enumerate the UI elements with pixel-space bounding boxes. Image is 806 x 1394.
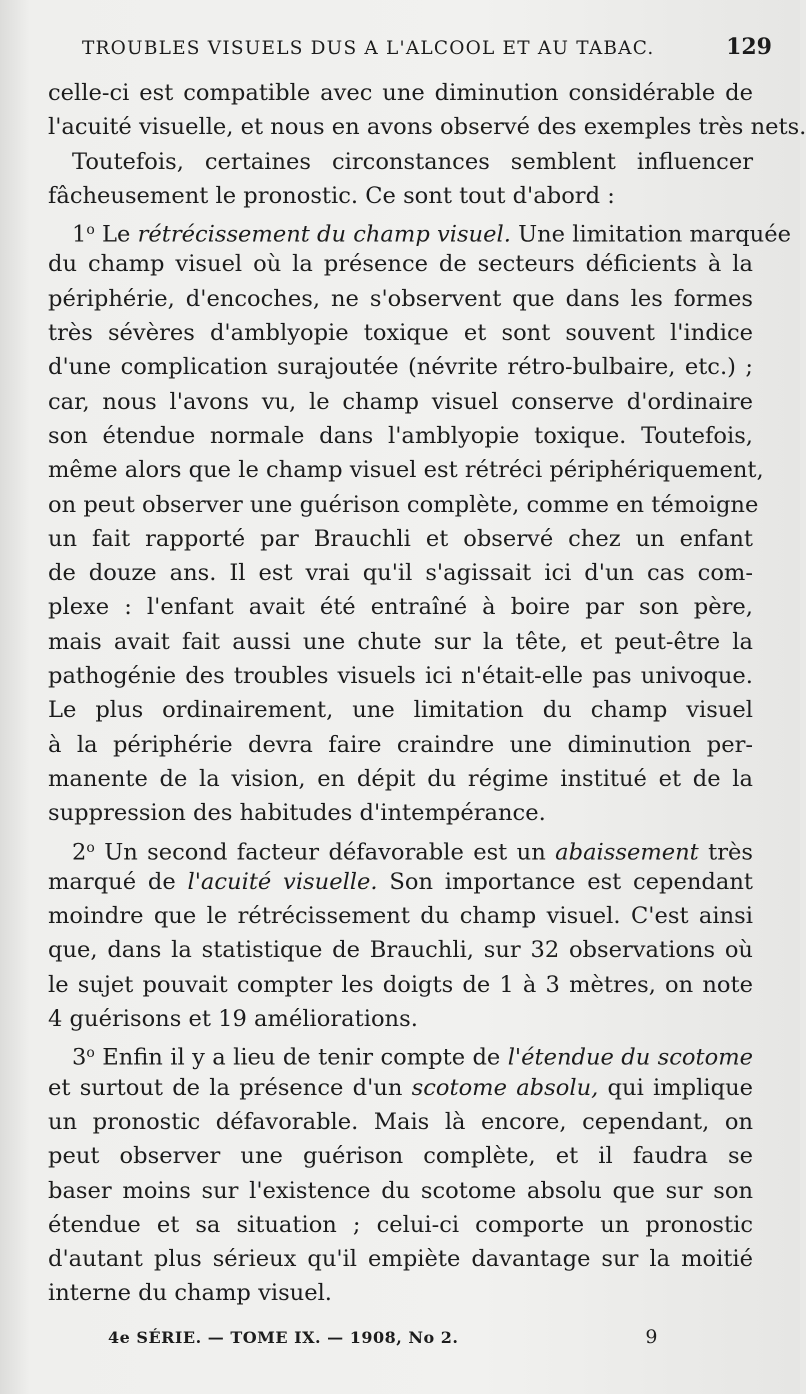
italic-text: scotome absolu,: [411, 1074, 599, 1101]
text-line: [48, 1071, 753, 1105]
text-segment: le sujet pouvait compter les doigts de 1 à 3 mètres, on note: [48, 971, 753, 998]
text-segment: Le plus ordinairement, une limitation du champ visuel: [48, 697, 753, 724]
text-segment: étendue et sa situation ; celui-ci comporte un pronostic: [48, 1211, 753, 1238]
text-segment: Le: [94, 221, 138, 248]
text-line: [48, 145, 753, 179]
text-line: [48, 1002, 753, 1036]
text-line: [48, 693, 753, 727]
ordinal-superscript: o: [86, 1045, 95, 1062]
text-segment: Une limitation marquée: [510, 221, 791, 248]
text-line: [48, 522, 753, 556]
text-segment: son étendue normale dans l'amblyopie toxique. Toutefois,: [48, 422, 753, 449]
signature-mark: 9: [645, 1326, 658, 1348]
text-segment: pathogénie des troubles visuels ici n'était-elle pas univoque.: [48, 663, 753, 690]
text-segment: Son importance est cependant: [377, 868, 754, 895]
text-line: [48, 1208, 753, 1242]
text-segment: mais avait fait aussi une chute sur la tête, et peut-être la: [48, 628, 753, 655]
running-title: TROUBLES VISUELS DUS A L'ALCOOL ET AU TABAC.: [82, 38, 655, 59]
text-segment: baser moins sur l'existence du scotome absolu que sur son: [48, 1177, 753, 1204]
text-segment: marqué de: [48, 868, 188, 895]
text-segment: plexe : l'enfant avait été entraîné à boire par son père,: [48, 594, 753, 621]
text-segment: l'acuité visuelle, et nous en avons observé des exemples très nets.: [48, 114, 806, 141]
text-segment: celle-ci est compatible avec une diminution considérable de: [48, 80, 753, 106]
text-segment: que, dans la statistique de Brauchli, sur 32 observations où: [48, 937, 753, 964]
italic-text: l'étendue du scotome: [507, 1045, 753, 1072]
text-segment: d'une complication surajoutée (névrite rétro-bulbaire, etc.) ;: [48, 354, 753, 381]
text-line: [48, 419, 753, 453]
text-line: [48, 316, 753, 350]
text-line: [48, 899, 753, 933]
text-segment: très: [698, 839, 753, 866]
ordinal-superscript: o: [86, 839, 95, 856]
page-footer: [108, 1326, 658, 1348]
text-segment: un pronostic défavorable. Mais là encore, cependant, on: [48, 1108, 753, 1135]
text-line: [48, 1242, 753, 1276]
text-segment: 2: [72, 839, 87, 866]
text-segment: Toutefois, certaines circonstances semblent influencer: [72, 148, 753, 175]
text-line: [48, 1036, 753, 1070]
text-segment: et surtout de la présence d'un: [48, 1074, 412, 1101]
text-line: [48, 488, 759, 522]
italic-text: rétrécissement du champ visuel.: [137, 221, 511, 248]
italic-text: l'acuité visuelle.: [187, 868, 378, 895]
running-header: [82, 34, 772, 60]
text-segment: peut observer une guérison complète, et il faudra se: [48, 1143, 753, 1170]
text-segment: du champ visuel où la présence de secteurs déficients à la: [48, 251, 753, 278]
text-segment: qui implique: [598, 1074, 753, 1101]
text-segment: Un second facteur défavorable est un: [94, 839, 556, 866]
text-line: [48, 453, 764, 487]
text-segment: de douze ans. Il est vrai qu'il s'agissait ici d'un cas com-: [48, 560, 753, 587]
text-line: [48, 831, 753, 865]
text-segment: à la périphérie devra faire craindre une diminution per-: [48, 731, 753, 758]
text-segment: manente de la vision, en dépit du régime institué et de la: [48, 765, 753, 792]
text-line: [48, 282, 753, 316]
text-segment: moindre que le rétrécissement du champ visuel. C'est ainsi: [48, 903, 753, 930]
text-line: [48, 728, 753, 762]
text-segment: interne du champ visuel.: [48, 1280, 332, 1307]
text-line: [48, 865, 753, 899]
text-line: [48, 1105, 753, 1139]
text-segment: un fait rapporté par Brauchli et observé chez un enfant: [48, 525, 753, 552]
text-segment: suppression des habitudes d'intempérance.: [48, 800, 546, 827]
text-line: [48, 247, 753, 281]
text-line: [48, 968, 753, 1002]
text-segment: on peut observer une guérison complète, comme en témoigne: [48, 491, 759, 518]
text-line: [48, 213, 791, 248]
text-line: [48, 76, 753, 110]
text-line: [48, 385, 753, 419]
text-segment: 4 guérisons et 19 améliorations.: [48, 1006, 418, 1033]
text-line: [48, 659, 753, 693]
text-line: [48, 762, 753, 796]
text-segment: périphérie, d'encoches, ne s'observent que dans les formes: [48, 285, 753, 312]
text-line: [48, 179, 753, 213]
journal-series-line: 4e SÉRIE. — TOME IX. — 1908, No 2.: [108, 1328, 459, 1347]
text-segment: fâcheusement le pronostic. Ce sont tout d'abord :: [48, 182, 615, 209]
italic-text: abaissement: [555, 839, 699, 866]
text-line: [48, 933, 753, 967]
text-segment: car, nous l'avons vu, le champ visuel conserve d'ordinaire: [48, 388, 753, 415]
body-text: [48, 76, 806, 1311]
text-segment: 3: [72, 1045, 87, 1072]
text-line: [48, 1276, 753, 1310]
text-line: [48, 590, 753, 624]
text-segment: très sévères d'amblyopie toxique et sont souvent l'indice: [48, 320, 753, 347]
text-segment: d'autant plus sérieux qu'il empiète davantage sur la moitié: [48, 1246, 753, 1273]
text-line: [48, 1139, 753, 1173]
text-line: [48, 625, 753, 659]
text-line: [48, 350, 753, 384]
text-segment: même alors que le champ visuel est rétréci périphériquement,: [48, 457, 764, 484]
text-line: [48, 1174, 753, 1208]
page-number: 129: [726, 34, 772, 60]
text-line: [48, 110, 806, 144]
text-line: [48, 556, 753, 590]
text-segment: 1: [72, 221, 87, 248]
text-segment: Enfin il y a lieu de tenir compte de: [94, 1045, 508, 1072]
text-line: [48, 796, 753, 830]
ordinal-superscript: o: [86, 222, 95, 239]
